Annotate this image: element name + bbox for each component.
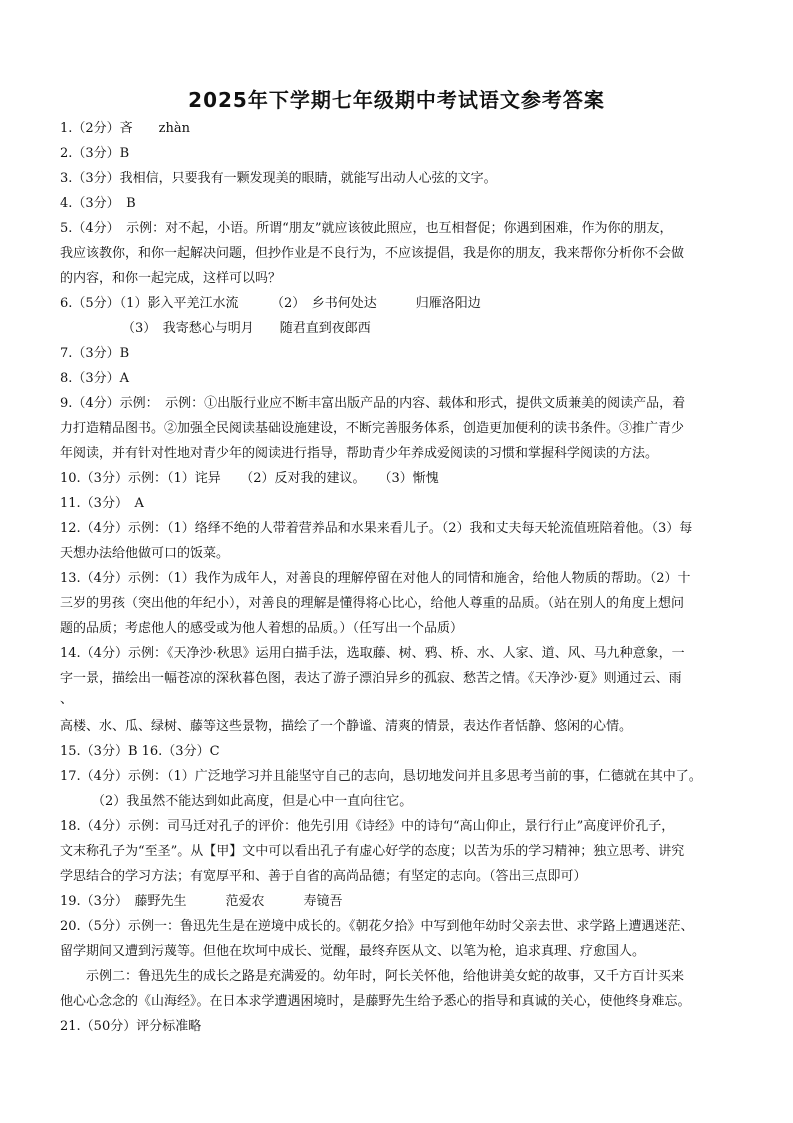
answer-line-10: 10.（3分）示例：（1）诧异 （2）反对我的建议。 （3）惭愧 xyxy=(60,471,439,486)
answer-line-14a: 14.（4分）示例：《天净沙·秋思》运用白描手法，选取藤、树、鸦、桥、水、人家、道、风、马九种意象，一 xyxy=(60,646,685,661)
answer-line-12a: 12.（4分）示例：（1）络绎不绝的人带着营养品和水果来看儿子。（2）我和丈夫每天轮流值班陪着他。（3）每 xyxy=(60,521,693,536)
answer-line-21: 21.（50分）评分标准略 xyxy=(60,1019,202,1034)
answer-line-13a: 13.（4分）示例：（1）我作为成年人，对善良的理解停留在对他人的同情和施舍，给他人物质的帮助。（2）十 xyxy=(60,571,691,586)
answer-line-18c: 学思结合的学习方法；有宽厚平和、善于自省的高尚品德；有坚定的志向。（答出三点即可） xyxy=(60,869,587,884)
answer-line-13b: 三岁的男孩（突出他的年纪小），对善良的理解是懂得将心比心，给他人尊重的品质。（站在别人的角度上想问 xyxy=(60,596,685,611)
answer-line-8: 8.（3分）A xyxy=(60,371,130,386)
answer-line-9c: 年阅读，并有针对性地对青少年的阅读进行指导，帮助青少年养成爱阅读的习惯和掌握科学阅读的方法。 xyxy=(60,446,659,461)
answer-line-17a: 17.（4分）示例：（1）广泛地学习并且能坚守自己的志向，恳切地发问并且多思考当前的事，仁德就在其中了。 xyxy=(60,769,702,784)
answer-line-4: 4.（3分） B xyxy=(60,196,136,211)
answer-line-14c: 、 xyxy=(60,692,74,707)
answer-line-17b: （2）我虽然不能达到如此高度，但是心中一直向往它。 xyxy=(92,794,413,809)
answer-line-5a: 5.（4分） 示例：对不起，小语。所谓“朋友”就应该彼此照应，也互相督促；你遇到困难，作为你的朋友， xyxy=(60,221,673,236)
answer-line-20c: 示例二：鲁迅先生的成长之路是充满爱的。幼年时，阿长关怀他，给他讲美女蛇的故事，又千方百计买来 xyxy=(86,969,685,984)
answer-line-9a: 9.（4分）示例： 示例：①出版行业应不断丰富出版产品的内容、载体和形式，提供文质兼美的阅读产品，着 xyxy=(60,396,686,411)
answer-line-20b: 留学期间又遭到污蔑等。但他在坎坷中成长、觉醒，最终弃医从文、以笔为枪，追求真理、疗愈国人。 xyxy=(60,944,646,959)
answer-line-1: 1.（2分）吝 zhàn xyxy=(60,121,191,136)
page-title: 2025年下学期七年级期中考试语文参考答案 xyxy=(188,88,605,112)
answer-line-6a: 6.（5分）（1）影入平羌江水流 （2） 乡书何处达 归雁洛阳边 xyxy=(60,296,481,311)
answer-line-18b: 文末称孔子为“至圣”。从【甲】文中可以看出孔子有虚心好学的态度；以苦为乐的学习精神；独立思考、讲究 xyxy=(60,844,685,859)
answer-line-19: 19.（3分） 藤野先生 范爱农 寿镜吾 xyxy=(60,894,343,909)
answer-line-20a: 20.（5分）示例一：鲁迅先生是在逆境中成长的。《朝花夕拾》中写到他年幼时父亲去世、求学路上遭遇迷茫、 xyxy=(60,919,694,934)
answer-line-12b: 天想办法给他做可口的饭菜。 xyxy=(60,546,230,561)
answer-line-13c: 题的品质；考虑他人的感受或为他人着想的品质。）（任写出一个品质） xyxy=(60,621,464,636)
answer-line-14b: 字一景，描绘出一幅苍凉的深秋暮色图，表达了游子漂泊异乡的孤寂、愁苦之情。《天净沙·夏》则通过云、雨 xyxy=(60,671,682,686)
answer-line-9b: 力打造精品图书。②加强全民阅读基础设施建设，不断完善服务体系，创造更加便利的读书条件。③推广青少 xyxy=(60,421,685,436)
answer-line-3: 3.（3分）我相信，只要我有一颗发现美的眼睛，就能写出动人心弦的文字。 xyxy=(60,171,497,186)
answer-line-2: 2.（3分）B xyxy=(60,146,130,161)
answer-line-11: 11.（3分） A xyxy=(60,496,144,511)
answer-line-20d: 他心心念念的《山海经》。在日本求学遭遇困境时，是藤野先生给予悉心的指导和真诚的关心，使他终身难忘。 xyxy=(60,994,691,1009)
answer-line-18a: 18.（4分）示例：司马迁对孔子的评价：他先引用《诗经》中的诗句“高山仰止，景行行止”高度评价孔子， xyxy=(60,819,675,834)
answer-line-6b: （3） 我寄愁心与明月 随君直到夜郎西 xyxy=(122,321,371,336)
answer-line-7: 7.（3分）B xyxy=(60,346,130,361)
answer-line-14d: 高楼、水、瓜、绿树、藤等这些景物，描绘了一个静谧、清爽的情景，表达作者恬静、悠闲的心情。 xyxy=(60,719,633,734)
answer-line-15-16: 15.（3分）B 16.（3分）C xyxy=(60,744,220,759)
answer-line-5c: 的内容，和你一起完成，这样可以吗？ xyxy=(60,271,282,286)
answer-line-5b: 我应该教你，和你一起解决问题，但抄作业是不良行为，不应该提倡，我是你的朋友，我来帮你分析你不会做 xyxy=(60,246,685,261)
